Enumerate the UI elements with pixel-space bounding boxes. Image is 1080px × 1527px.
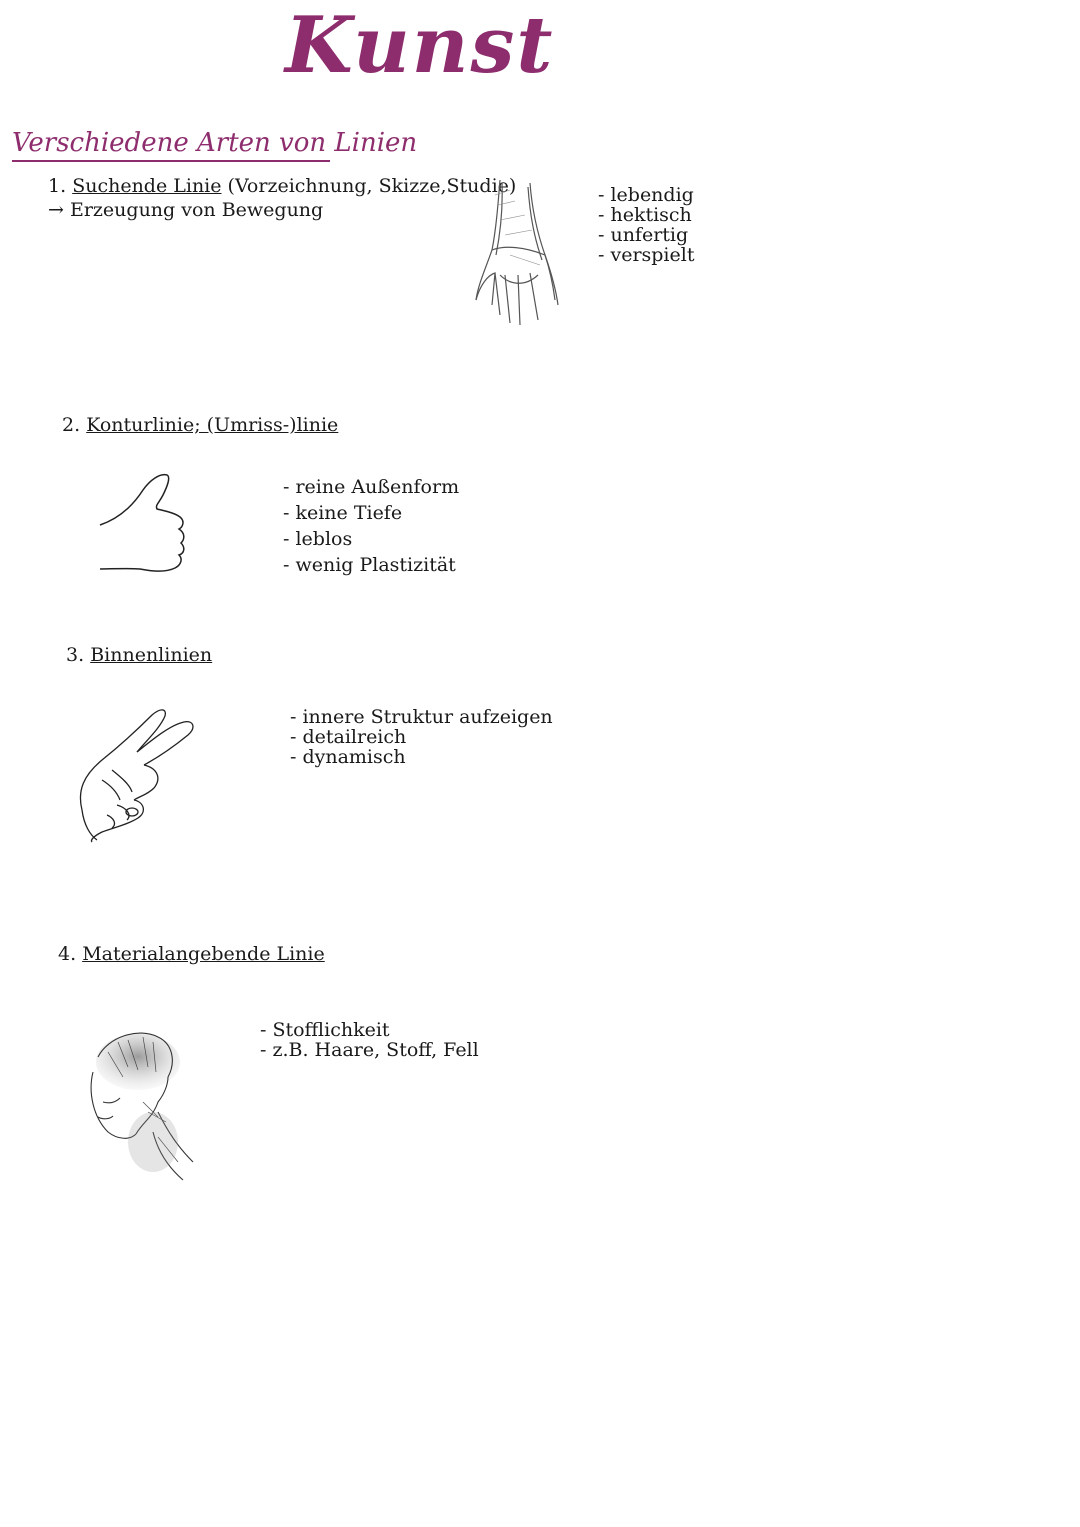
list-item: - detailreich <box>290 726 407 748</box>
section-2-number: 2. <box>62 414 81 436</box>
list-item: - innere Struktur aufzeigen <box>290 706 553 728</box>
page-title: Kunst <box>285 0 555 91</box>
list-item: - wenig Plastizität <box>283 554 456 576</box>
list-item: - lebendig <box>598 184 694 206</box>
section-4-name: Materialangebende Linie <box>82 943 325 965</box>
list-item: - leblos <box>283 528 353 550</box>
list-item: - unfertig <box>598 224 689 246</box>
section-1-number: 1. <box>48 175 67 197</box>
list-item: - z.B. Haare, Stoff, Fell <box>260 1039 479 1061</box>
list-item: - Stofflichkeit <box>260 1019 390 1041</box>
list-item: - dynamisch <box>290 746 406 768</box>
section-3-number: 3. <box>66 644 85 666</box>
section-1-name: Suchende Linie <box>72 175 222 197</box>
list-item: - reine Außenform <box>283 476 460 498</box>
detailed-hand-icon <box>72 700 202 848</box>
sketched-head-icon <box>58 1022 208 1187</box>
section-1-note: → Erzeugung von Bewegung <box>48 199 324 221</box>
section-1-extra: (Vorzeichnung, Skizze,Studie) <box>227 175 517 197</box>
section-4-heading <box>58 943 325 965</box>
list-item: - hektisch <box>598 204 692 226</box>
section-1-points <box>598 185 694 265</box>
section-2-points <box>283 474 459 578</box>
section-4-points <box>260 1020 479 1060</box>
page-subtitle: Verschiedene Arten von Linien <box>12 128 330 162</box>
section-3-heading <box>66 644 212 666</box>
sketched-hand-icon <box>470 175 565 330</box>
section-3-name: Binnenlinien <box>90 644 213 666</box>
section-3-points <box>290 707 553 767</box>
section-1-heading <box>48 175 516 197</box>
list-item: - verspielt <box>598 244 695 266</box>
section-4-number: 4. <box>58 943 77 965</box>
thumbs-up-outline-icon <box>95 465 195 580</box>
section-2-heading <box>62 414 338 436</box>
list-item: - keine Tiefe <box>283 502 403 524</box>
section-2-name: Konturlinie; (Umriss-)linie <box>86 414 339 436</box>
